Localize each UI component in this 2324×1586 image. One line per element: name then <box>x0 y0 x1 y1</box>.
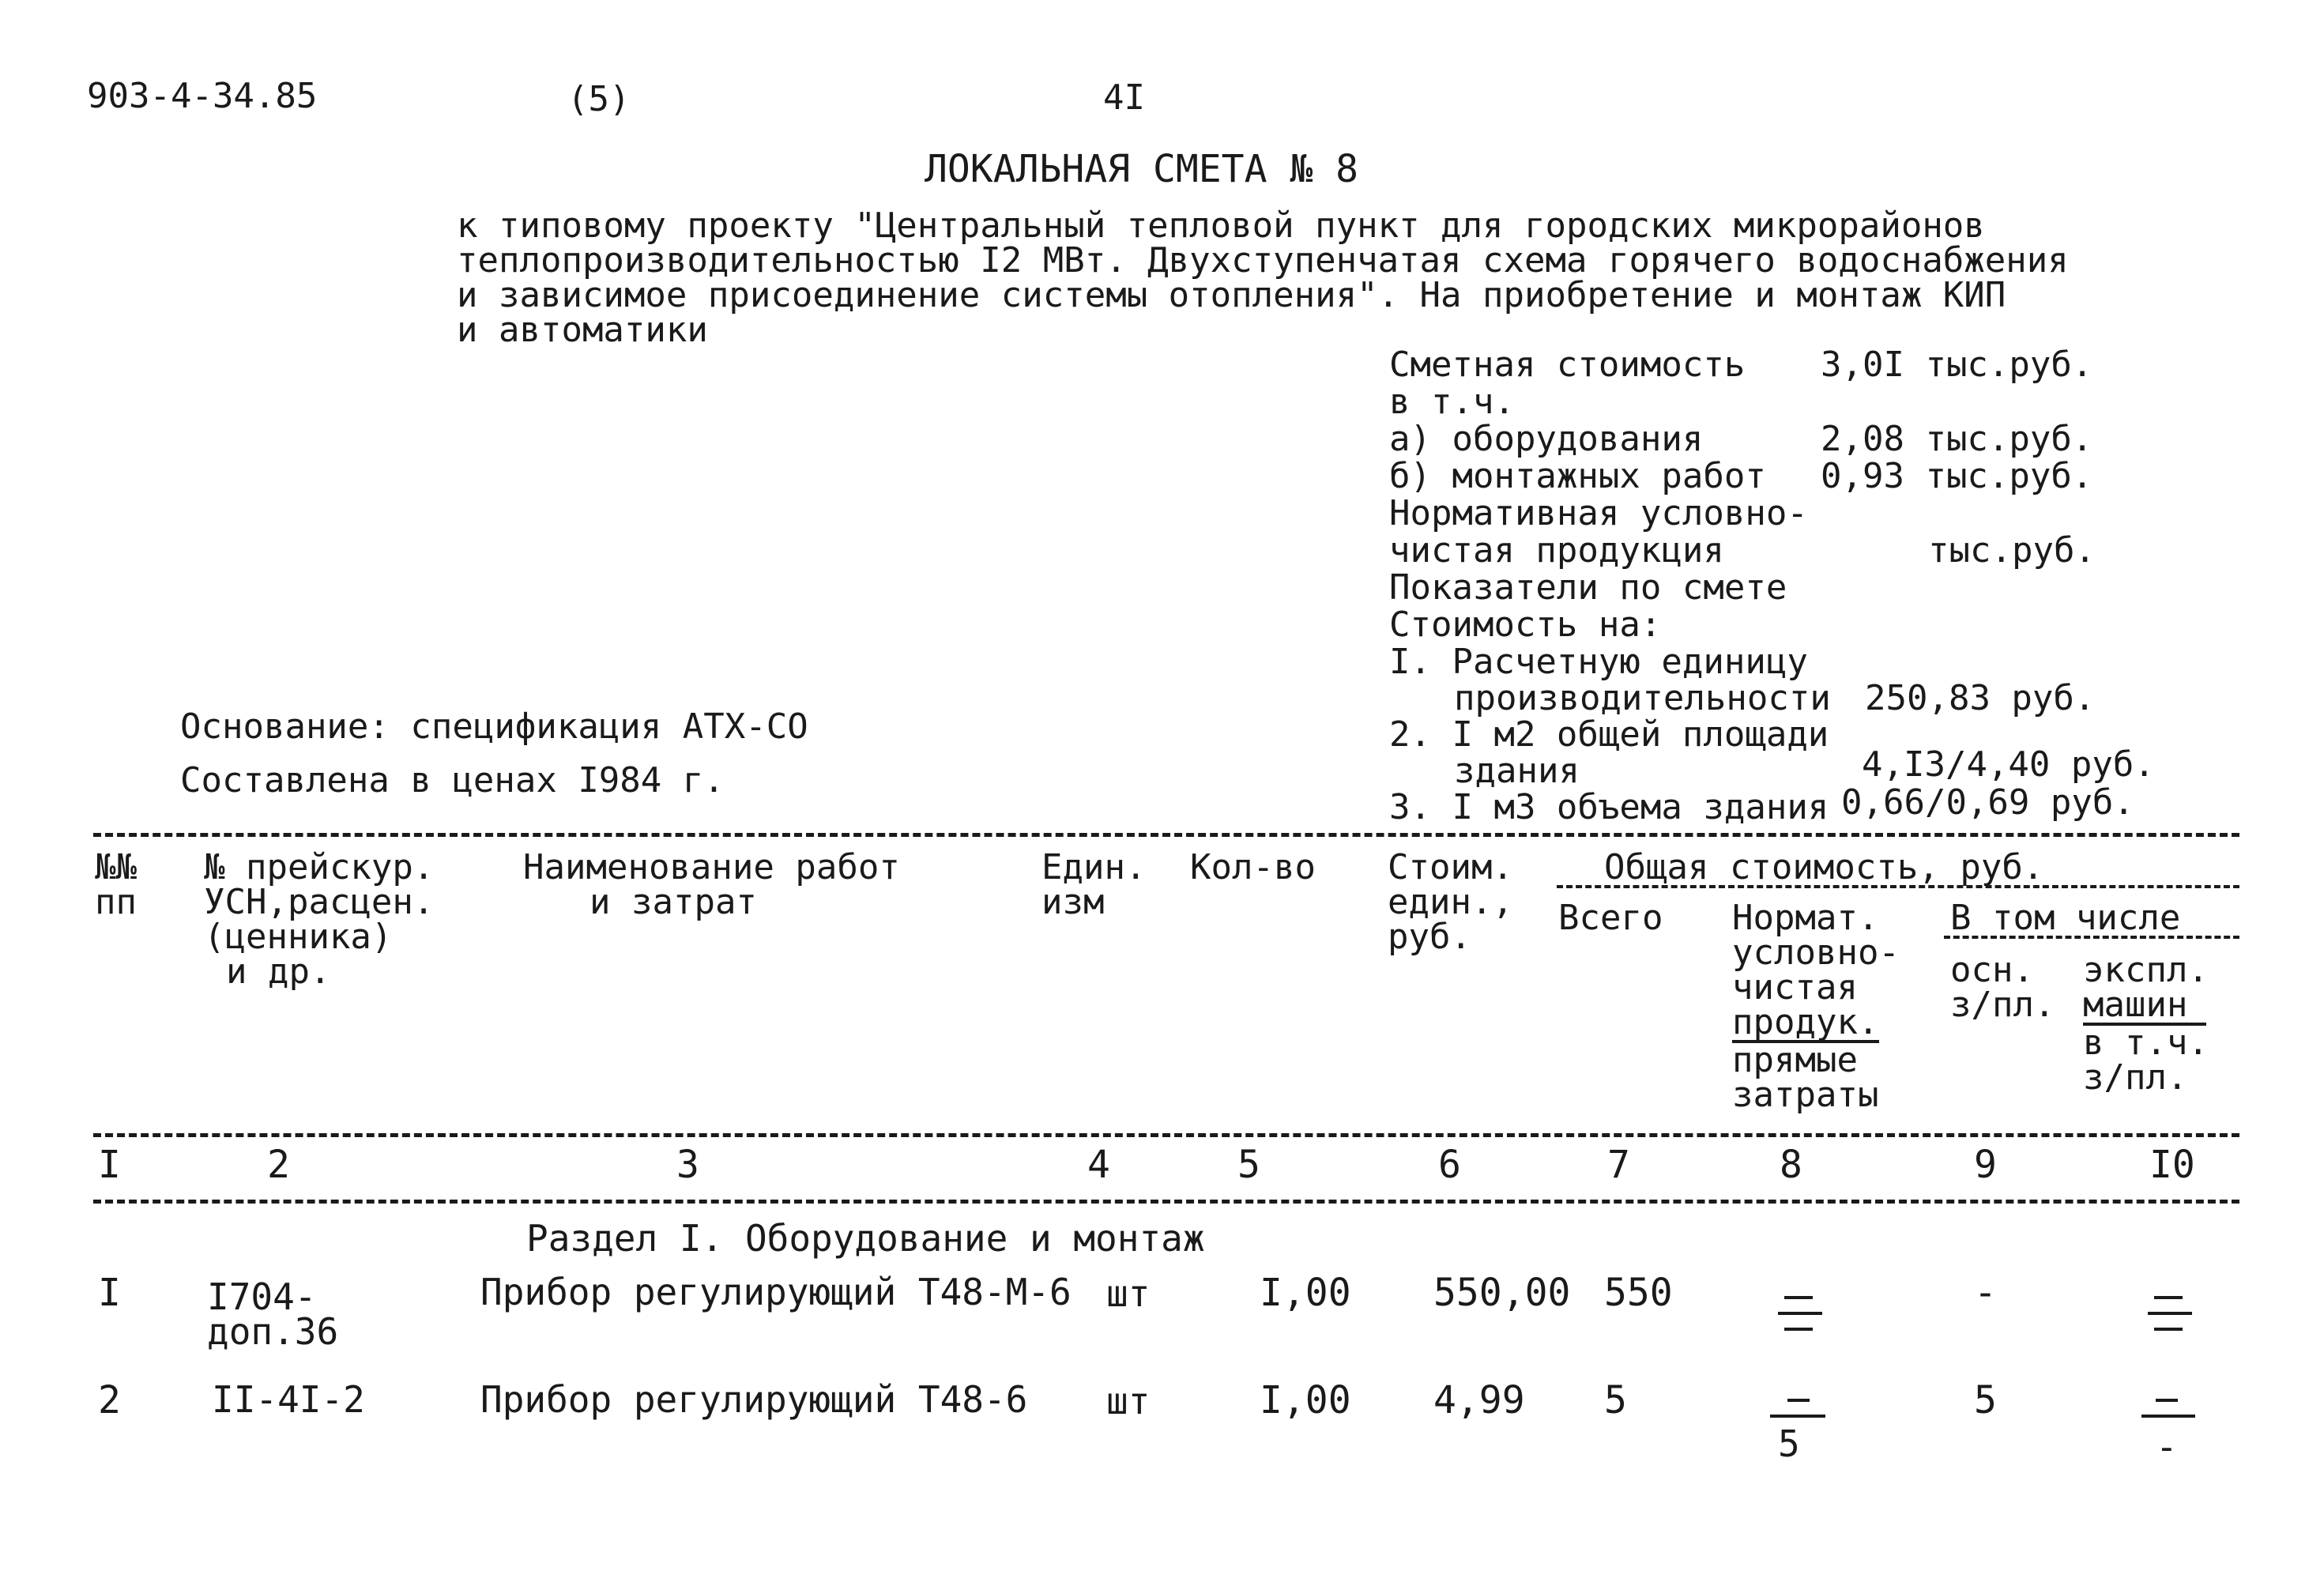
col-header-line: УСН,расцен. <box>204 882 435 922</box>
row-number: I <box>98 1271 121 1315</box>
summary-label: Нормативная условно- <box>1389 493 1808 533</box>
document-title: ЛОКАЛЬНАЯ СМЕТА № 8 <box>925 147 1359 191</box>
summary-value: 0,66/0,69 руб. <box>1841 782 2134 823</box>
row-total: 5 <box>1604 1378 1627 1422</box>
basis-note: Основание: спецификация АТХ-СО <box>180 706 808 747</box>
row-unit: шт <box>1106 1272 1151 1315</box>
col-header-line: з/пл. <box>1950 985 2055 1025</box>
dash-mark <box>1787 1399 1810 1402</box>
row-code: II-4I-2 <box>212 1378 365 1421</box>
column-number: I <box>98 1143 121 1187</box>
column-number: 2 <box>267 1143 290 1187</box>
col-header-line: пп <box>95 882 137 922</box>
row-unit-cost: 4,99 <box>1433 1378 1525 1422</box>
column-number: 4 <box>1087 1143 1110 1187</box>
sheet-number: (5) <box>567 79 631 119</box>
col-header-line: в т.ч. <box>2083 1023 2209 1063</box>
group-header-rule <box>1944 936 2239 939</box>
summary-label: в т.ч. <box>1389 382 1515 422</box>
row-code: доп.36 <box>207 1310 339 1353</box>
row-name: Прибор регулирующий Т48-6 <box>480 1378 1028 1421</box>
row-col8-bottom: 5 <box>1778 1422 1800 1465</box>
row-code: I704- <box>207 1275 317 1318</box>
numbers-bottom-rule <box>93 1200 2239 1204</box>
col-header: Всего <box>1558 898 1663 938</box>
subtitle-line: к типовому проекту "Центральный тепловой пункт для городских микрорайонов <box>457 205 1985 246</box>
section-title: Раздел I. Оборудование и монтаж <box>526 1217 1205 1260</box>
col-header-line: машин <box>2083 985 2188 1025</box>
column-number: I0 <box>2149 1143 2195 1187</box>
page-number: 4I <box>1103 77 1145 118</box>
column-number: 9 <box>1974 1143 1997 1187</box>
row-qty: I,00 <box>1260 1271 1351 1315</box>
summary-value: 2,08 тыс.руб. <box>1821 419 2093 459</box>
prices-note: Составлена в ценах I984 г. <box>180 760 725 801</box>
summary-label: производительности <box>1454 678 1831 718</box>
row-name: Прибор регулирующий Т48-М-6 <box>480 1271 1072 1313</box>
group-header-general-cost: Общая стоимость, руб. <box>1604 847 2044 887</box>
row-number: 2 <box>98 1378 121 1422</box>
col-header: Кол-во <box>1190 847 1316 887</box>
col-header-line: Един. <box>1041 847 1147 887</box>
doc-code: 903-4-34.85 <box>87 76 318 116</box>
summary-label: Показатели по смете <box>1389 567 1787 608</box>
column-number: 3 <box>676 1143 699 1187</box>
column-number: 6 <box>1438 1143 1461 1187</box>
col-header-line: Нормат. <box>1732 898 1879 938</box>
summary-label: чистая продукция <box>1389 530 1724 571</box>
row-qty: I,00 <box>1260 1378 1351 1422</box>
dash-fraction <box>2148 1296 2192 1334</box>
summary-value: 0,93 тыс.руб. <box>1821 456 2093 496</box>
summary-value: 4,I3/4,40 руб. <box>1862 744 2155 785</box>
dash-fraction <box>1778 1296 1822 1334</box>
col-header-line: прямые <box>1732 1040 1858 1080</box>
summary-label: а) оборудования <box>1389 419 1704 459</box>
summary-label: здания <box>1454 751 1580 791</box>
summary-value: тыс.руб. <box>1928 530 2096 571</box>
header-bottom-rule <box>93 1133 2239 1137</box>
col-header-line: и затрат <box>589 882 757 922</box>
table-top-rule <box>93 833 2239 837</box>
fraction-line <box>1770 1415 1825 1418</box>
row-unit: шт <box>1106 1380 1151 1422</box>
summary-label: Стоимость на: <box>1389 605 1662 645</box>
col-header-line: чистая <box>1732 967 1858 1008</box>
col-header-line: изм <box>1041 882 1105 922</box>
row-unit-cost: 550,00 <box>1433 1271 1571 1315</box>
summary-label: Сметная стоимость <box>1389 345 1746 385</box>
col-header-line: №№ <box>95 847 137 887</box>
subtitle-line: и автоматики <box>457 310 708 350</box>
col-header-line: (ценника) <box>204 917 393 957</box>
col-header-line: осн. <box>1950 950 2034 990</box>
summary-label: 2. I м2 общей площади <box>1389 714 1829 755</box>
col-header-line: продук. <box>1732 1002 1879 1042</box>
group-header-including: В том числе <box>1950 898 2181 938</box>
row-col9: - <box>1974 1271 1997 1315</box>
summary-value: 250,83 руб. <box>1865 678 2096 718</box>
col-header-line: № прейскур. <box>204 847 435 887</box>
summary-value: 3,0I тыс.руб. <box>1821 345 2093 385</box>
col-header-line: условно- <box>1732 932 1900 973</box>
col-header-line: затраты <box>1732 1075 1879 1115</box>
dash-mark <box>2156 1399 2178 1402</box>
summary-label: б) монтажных работ <box>1389 456 1766 496</box>
col-header-line: Наименование работ <box>523 847 900 887</box>
subtitle-line: и зависимое присоединение системы отопления". На приобретение и монтаж КИП <box>457 275 2006 315</box>
summary-label: I. Расчетную единицу <box>1389 642 1808 682</box>
column-number: 5 <box>1237 1143 1260 1187</box>
col-header-line: Стоим. <box>1388 847 1513 887</box>
subtitle-line: теплопроизводительностью I2 МВт. Двухступенчатая схема горячего водоснабжения <box>457 240 2069 281</box>
summary-label: 3. I м3 объема здания <box>1389 787 1829 827</box>
col-header-line: и др. <box>226 951 331 992</box>
col-header-line: з/пл. <box>2083 1057 2188 1098</box>
row-col10-bottom: - <box>2156 1426 2178 1468</box>
column-number: 7 <box>1607 1143 1630 1187</box>
fraction-line <box>2141 1415 2195 1418</box>
col-header-line: един., <box>1388 882 1513 922</box>
group-header-rule <box>1557 885 2239 888</box>
col-header-line: экспл. <box>2083 950 2209 990</box>
row-col9: 5 <box>1974 1378 1997 1422</box>
row-total: 550 <box>1604 1271 1673 1315</box>
column-number: 8 <box>1780 1143 1802 1187</box>
col-header-line: руб. <box>1388 917 1471 957</box>
